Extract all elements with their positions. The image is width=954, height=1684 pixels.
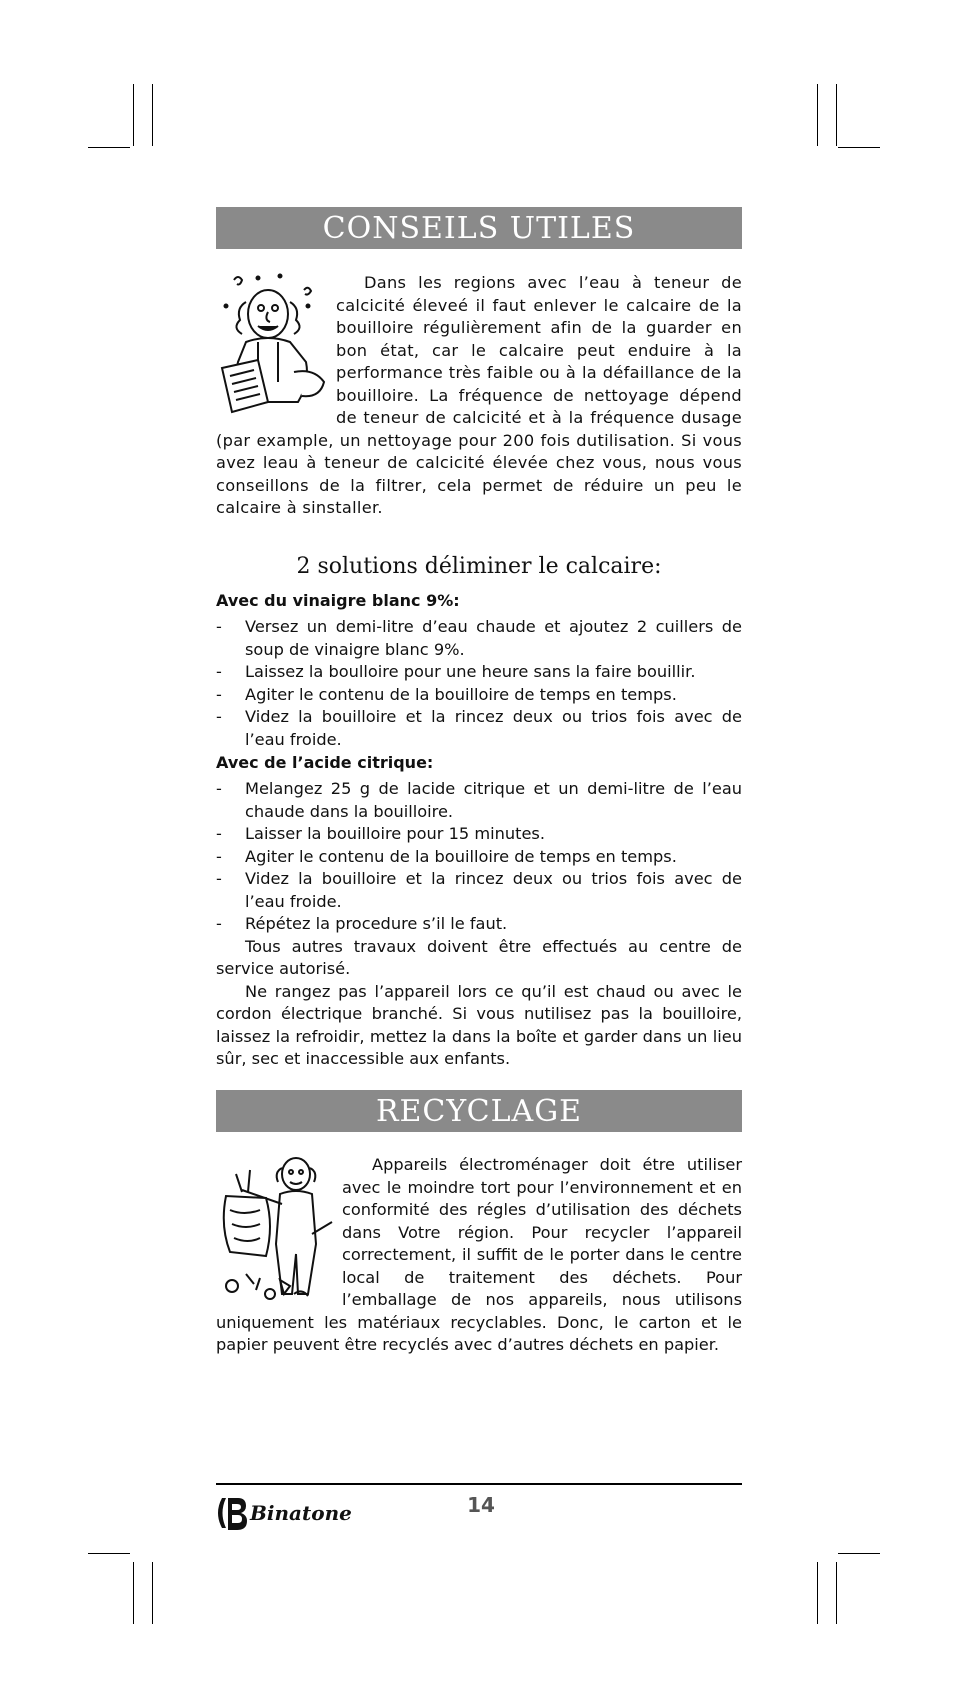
crop-mark	[152, 84, 153, 146]
recycling-man-illustration	[216, 1154, 336, 1306]
crop-mark	[152, 1562, 153, 1624]
recyclage-banner	[216, 1090, 742, 1132]
vinaigre-section	[216, 590, 742, 751]
service-note: Tous autres travaux doivent être effectués au centre de service autorisé.	[216, 936, 742, 978]
conseils-banner	[216, 207, 742, 249]
recyclage-text: Appareils électroménager doit étre utiliser avec le moindre tort pour l’environnement et en conformité des régles d’utilisation des déchets dans Votre région. Pour recycler l’appareil correctement, il suffit de le porter dans le centre local de traitement des déchets. Pour l’emballage de nos appareils, nous utilisons uniquement les matériaux recyclables. Donc, le carton et le papier peuvent être recyclés avec d’autres déchets en papier.	[216, 1155, 742, 1354]
recyclage-banner-title: RECYCLAGE	[375, 1093, 583, 1129]
crop-mark	[838, 147, 880, 148]
acide-steps	[216, 778, 742, 936]
crop-mark	[133, 84, 134, 146]
conseils-intro-block	[216, 272, 742, 520]
crop-mark	[133, 1562, 134, 1624]
brand-name: Binatone	[250, 1501, 352, 1525]
list-item: - Agiter le contenu de la bouilloire de temps en temps.	[216, 684, 742, 707]
storage-note: Ne rangez pas l’appareil lors ce qu’il est chaud ou avec le cordon électrique branché. Si vous nutilisez pas la bouilloire, laissez la refroidir, mettez la dans la boîte et garder dans un lieu sûr, sec et inaccessible aux enfants.	[216, 981, 742, 1068]
vinaigre-heading: Avec du vinaigre blanc 9%:	[216, 591, 460, 610]
solutions-subtitle: 2 solutions déliminer le calcaire:	[296, 554, 662, 579]
recyclage-block	[216, 1154, 742, 1357]
conseils-intro-text: Dans les regions avec l’eau à teneur de calcicité éleveé il faut enlever le calcaire de la bouilloire régulièrement afin de la guarder en bon état, car le calcaire peut enduire à la performance très faible ou à la défaillance de la bouilloire. La fréquence de nettoyage dépend de teneur de calcicité et à la fréquence dusage (par example, un nettoyage pour 200 fois dutilisation. Si vous avez leau à teneur de calcicité élevée chez vous, nous vous conseillons de la filtrer, cela permet de réduire un peu le calcaire à sinstaller.	[216, 273, 742, 517]
crop-mark	[817, 1562, 818, 1624]
list-item: - Agiter le contenu de la bouilloire de temps en temps.	[216, 846, 742, 869]
crop-mark	[817, 84, 818, 146]
acide-section	[216, 752, 742, 1071]
acide-heading: Avec de l’acide citrique:	[216, 753, 434, 772]
list-item: - Versez un demi-litre d’eau chaude et ajoutez 2 cuillers de soup de vinaigre blanc 9%.	[216, 616, 742, 661]
conseils-banner-title: CONSEILS UTILES	[322, 210, 636, 246]
crop-mark	[836, 84, 837, 146]
list-item: - Répétez la procedure s’il le faut.	[216, 913, 742, 936]
brand-logo	[216, 1496, 352, 1530]
list-item: - Videz la bouilloire et la rincez deux ou trios fois avec de l’eau froide.	[216, 706, 742, 751]
binatone-logo-icon	[216, 1496, 248, 1530]
list-item: - Laisser la bouilloire pour 15 minutes.	[216, 823, 742, 846]
crop-mark	[88, 1553, 130, 1554]
list-item: - Laissez la boulloire pour une heure sans la faire bouillir.	[216, 661, 742, 684]
vinaigre-steps	[216, 616, 742, 751]
list-item: - Videz la bouilloire et la rincez deux ou trios fois avec de l’eau froide.	[216, 868, 742, 913]
solutions-block	[216, 552, 742, 582]
crop-mark	[836, 1562, 837, 1624]
list-item: - Melangez 25 g de lacide citrique et un demi-litre de l’eau chaude dans la bouilloire.	[216, 778, 742, 823]
crop-mark	[838, 1553, 880, 1554]
crop-mark	[88, 147, 130, 148]
page-number: 14	[467, 1493, 495, 1517]
reading-man-illustration	[216, 272, 330, 420]
footer-rule	[216, 1483, 742, 1485]
